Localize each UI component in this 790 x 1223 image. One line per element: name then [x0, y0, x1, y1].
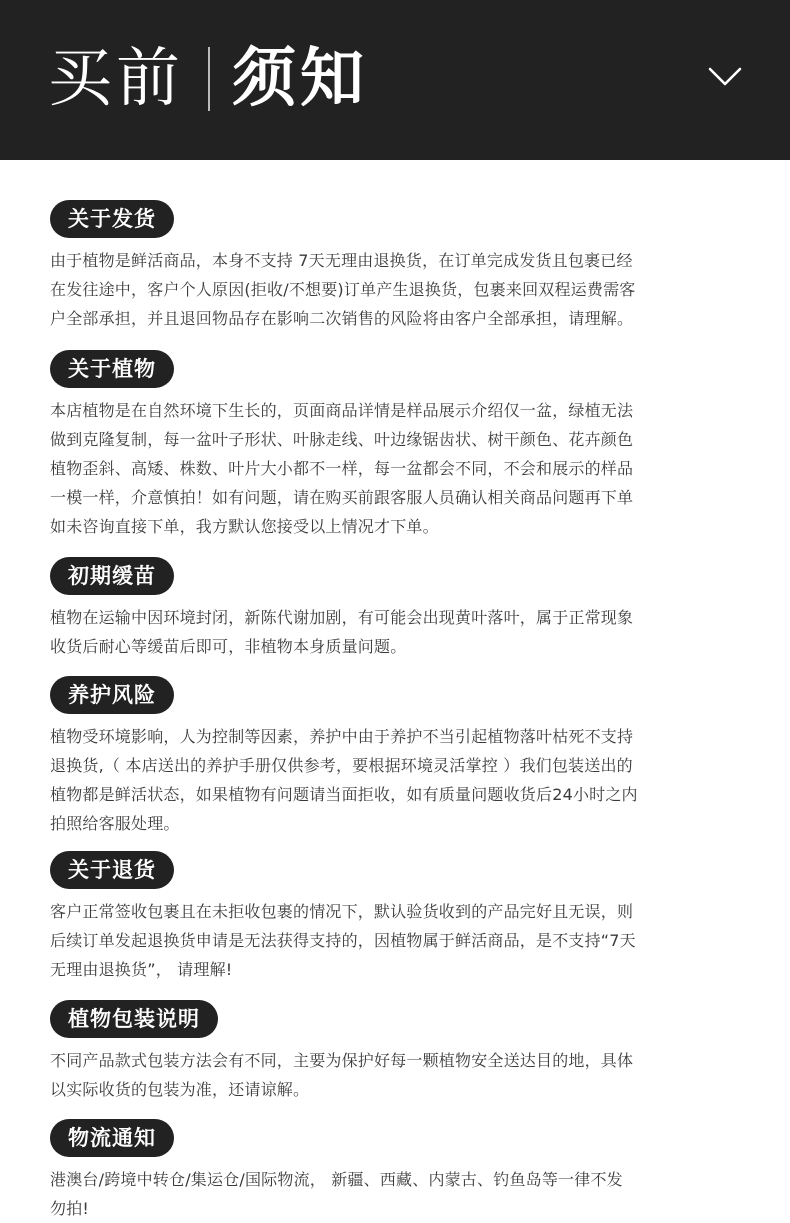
body-line: 户全部承担，并且退回物品存在影响二次销售的风险将由客户全部承担，请理解。	[50, 309, 634, 328]
section-body	[50, 1165, 750, 1223]
body-line: 做到克隆复制，每一盆叶子形状、叶脉走线、叶边缘锯齿状、树干颜色、花卉颜色	[50, 430, 634, 449]
body-line: 收货后耐心等缓苗后即可，非植物本身质量问题。	[50, 637, 407, 656]
chevron-down-icon[interactable]	[708, 66, 742, 88]
section-title-badge: 关于发货	[50, 200, 174, 238]
body-line: 客户正常签收包裹且在未拒收包裹的情况下，默认验货收到的产品完好且无误，则	[50, 902, 634, 921]
body-line: 港澳台/跨境中转仓/集运仓/国际物流， 新疆、西藏、内蒙古、钓鱼岛等一律不发	[50, 1170, 623, 1189]
header-title	[48, 38, 368, 120]
section-title-badge: 植物包装说明	[50, 1000, 218, 1038]
header-title-divider	[208, 47, 210, 111]
body-line: 如未咨询直接下单，我方默认您接受以上情况才下单。	[50, 517, 439, 536]
body-line: 一模一样，介意慎拍！如有问题，请在购买前跟客服人员确认相关商品问题再下单	[50, 488, 634, 507]
section-body	[50, 246, 750, 333]
body-line: 由于植物是鲜活商品，本身不支持 7天无理由退换货，在订单完成发货且包裹已经	[50, 251, 633, 270]
section-body	[50, 603, 750, 661]
section-body	[50, 722, 750, 838]
body-line: 后续订单发起退换货申请是无法获得支持的，因植物属于鲜活商品，是不支持“7天	[50, 931, 636, 950]
body-line: 以实际收货的包装为准，还请谅解。	[50, 1080, 310, 1099]
body-line: 不同产品款式包装方法会有不同，主要为保护好每一颗植物安全送达目的地，具体	[50, 1051, 634, 1070]
header-title-left: 买前	[48, 42, 184, 116]
body-line: 植物歪斜、高矮、株数、叶片大小都不一样，每一盆都会不同，不会和展示的样品	[50, 459, 634, 478]
body-line: 在发往途中，客户个人原因(拒收/不想要)订单产生退换货，包裹来回双程运费需客	[50, 280, 636, 299]
section-acclimation	[50, 557, 750, 661]
header-title-right: 须知	[232, 42, 368, 116]
section-body	[50, 396, 750, 541]
section-shipping	[50, 200, 750, 333]
section-care-risk	[50, 676, 750, 838]
section-packaging	[50, 1000, 750, 1104]
body-line: 植物在运输中因环境封闭，新陈代谢加剧，有可能会出现黄叶落叶，属于正常现象	[50, 608, 634, 627]
section-returns	[50, 851, 750, 984]
section-title-badge: 物流通知	[50, 1119, 174, 1157]
body-line: 勿拍!	[50, 1199, 90, 1218]
body-line: 植物都是鲜活状态，如果植物有问题请当面拒收，如有质量问题收货后24小时之内	[50, 785, 638, 804]
section-body	[50, 1046, 750, 1104]
section-body	[50, 897, 750, 984]
section-title-badge: 关于退货	[50, 851, 174, 889]
body-line: 植物受环境影响，人为控制等因素，养护中由于养护不当引起植物落叶枯死不支持	[50, 727, 634, 746]
body-line: 退换货,（ 本店送出的养护手册仅供参考，要根据环境灵活掌控 ）我们包装送出的	[50, 756, 633, 775]
section-title-badge: 关于植物	[50, 350, 174, 388]
section-plants	[50, 350, 750, 541]
section-title-badge: 养护风险	[50, 676, 174, 714]
body-line: 本店植物是在自然环境下生长的，页面商品详情是样品展示介绍仅一盆，绿植无法	[50, 401, 634, 420]
page-header	[0, 0, 790, 160]
section-logistics	[50, 1119, 750, 1223]
body-line: 无理由退换货”， 请理解!	[50, 960, 233, 979]
section-title-badge: 初期缓苗	[50, 557, 174, 595]
body-line: 拍照给客服处理。	[50, 814, 180, 833]
